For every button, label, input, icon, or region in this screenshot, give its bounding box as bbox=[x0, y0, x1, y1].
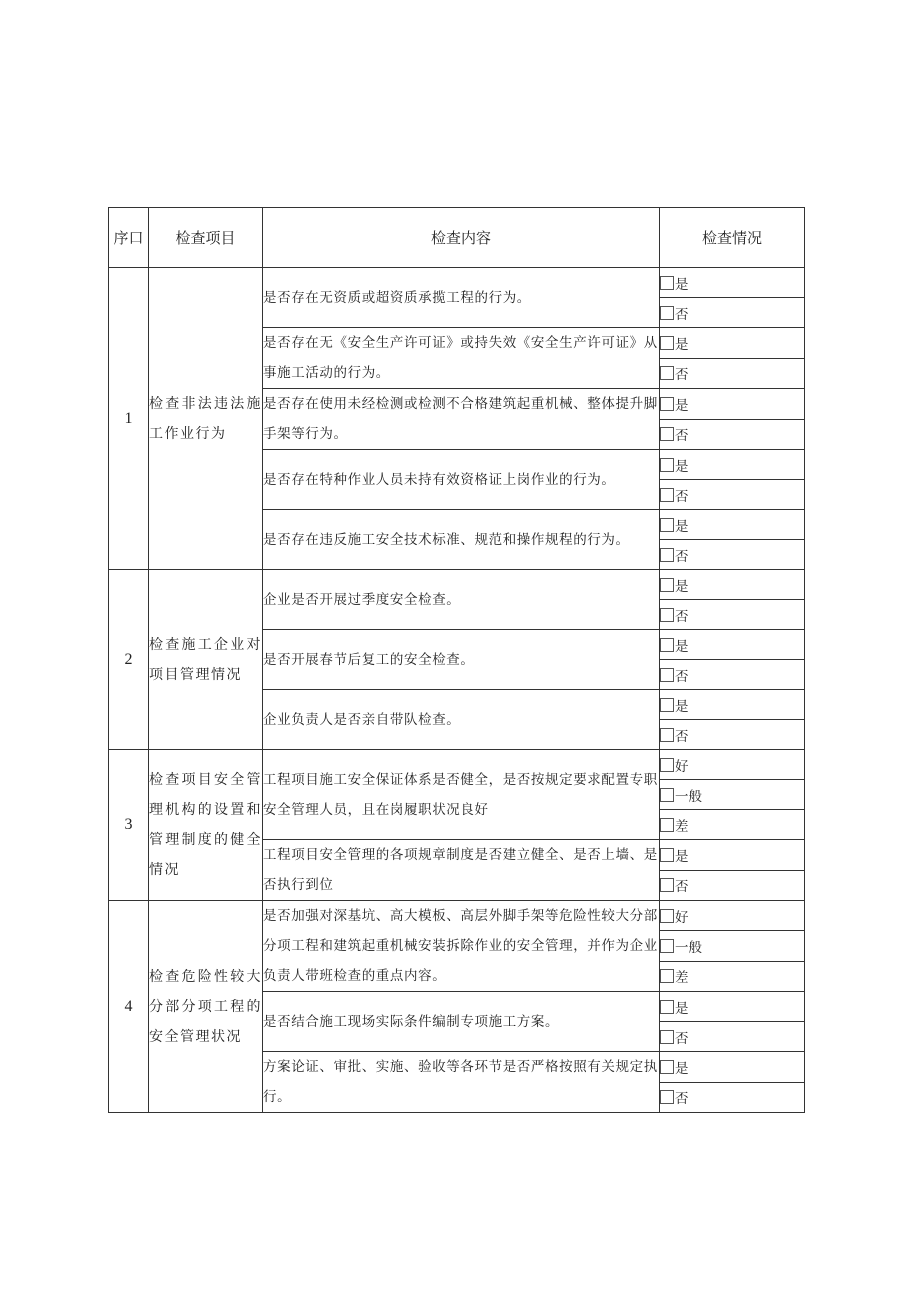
option-label: 是 bbox=[675, 336, 689, 353]
option-label: 是 bbox=[675, 698, 689, 715]
check-content: 是否存在特种作业人员未持有效资格证上岗作业的行为。 bbox=[263, 450, 660, 510]
header-item: 检查项目 bbox=[149, 208, 263, 268]
check-option[interactable] bbox=[660, 840, 805, 871]
checkbox-icon[interactable] bbox=[660, 488, 674, 502]
section-item: 检查项目安全管理机构的设置和管理制度的健全情况 bbox=[149, 750, 263, 901]
check-option[interactable] bbox=[660, 540, 805, 570]
check-option[interactable] bbox=[660, 358, 805, 389]
option-label: 是 bbox=[675, 397, 689, 414]
check-option[interactable] bbox=[660, 1022, 805, 1052]
check-option[interactable] bbox=[660, 660, 805, 690]
option-label: 否 bbox=[675, 879, 689, 896]
checkbox-icon[interactable] bbox=[660, 578, 674, 592]
check-content: 是否存在无资质或超资质承揽工程的行为。 bbox=[263, 268, 660, 328]
check-option[interactable] bbox=[660, 931, 805, 961]
checkbox-icon[interactable] bbox=[660, 638, 674, 652]
table-row bbox=[109, 901, 805, 931]
check-content: 是否存在违反施工安全技术标准、规范和操作规程的行为。 bbox=[263, 510, 660, 570]
header-seq: 序口 bbox=[109, 208, 149, 268]
option-label: 好 bbox=[675, 758, 689, 775]
check-option[interactable] bbox=[660, 450, 805, 480]
option-label: 是 bbox=[675, 518, 689, 535]
check-option[interactable] bbox=[660, 268, 805, 298]
checkbox-icon[interactable] bbox=[660, 969, 674, 983]
check-option[interactable] bbox=[660, 389, 805, 420]
checkbox-icon[interactable] bbox=[660, 366, 674, 380]
check-content: 是否加强对深基坑、高大模板、高层外脚手架等危险性较大分部分项工程和建筑起重机械安装拆除作业的安全管理，并作为企业负责人带班检查的重点内容。 bbox=[263, 901, 660, 992]
checkbox-icon[interactable] bbox=[660, 548, 674, 562]
checkbox-icon[interactable] bbox=[660, 276, 674, 290]
table-row bbox=[109, 570, 805, 600]
check-content: 是否存在无《安全生产许可证》或持失效《安全生产许可证》从事施工活动的行为。 bbox=[263, 328, 660, 389]
check-option[interactable] bbox=[660, 630, 805, 660]
check-content: 工程项目安全管理的各项规章制度是否建立健全、是否上墙、是否执行到位 bbox=[263, 840, 660, 901]
check-content: 工程项目施工安全保证体系是否健全，是否按规定要求配置专职安全管理人员，且在岗履职状况良好 bbox=[263, 750, 660, 840]
checkbox-icon[interactable] bbox=[660, 939, 674, 953]
check-option[interactable] bbox=[660, 690, 805, 720]
checkbox-icon[interactable] bbox=[660, 397, 674, 411]
check-option[interactable] bbox=[660, 750, 805, 780]
option-label: 否 bbox=[675, 668, 689, 685]
checkbox-icon[interactable] bbox=[660, 848, 674, 862]
section-item: 检查危险性较大分部分项工程的安全管理状况 bbox=[149, 901, 263, 1113]
checkbox-icon[interactable] bbox=[660, 1000, 674, 1014]
checkbox-icon[interactable] bbox=[660, 728, 674, 742]
inspection-table bbox=[108, 207, 805, 1113]
option-label: 否 bbox=[675, 367, 689, 384]
check-option[interactable] bbox=[660, 780, 805, 810]
checkbox-icon[interactable] bbox=[660, 336, 674, 350]
option-label: 好 bbox=[675, 909, 689, 926]
section-number: 3 bbox=[109, 750, 149, 901]
option-label: 否 bbox=[675, 1091, 689, 1108]
inspection-table-body bbox=[109, 208, 805, 1113]
check-option[interactable] bbox=[660, 961, 805, 991]
checkbox-icon[interactable] bbox=[660, 608, 674, 622]
checkbox-icon[interactable] bbox=[660, 518, 674, 532]
checkbox-icon[interactable] bbox=[660, 909, 674, 923]
option-label: 是 bbox=[675, 458, 689, 475]
option-label: 否 bbox=[675, 428, 689, 445]
header-row bbox=[109, 208, 805, 268]
option-label: 否 bbox=[675, 1030, 689, 1047]
header-content: 检查内容 bbox=[263, 208, 660, 268]
checkbox-icon[interactable] bbox=[660, 1090, 674, 1104]
check-option[interactable] bbox=[660, 1082, 805, 1113]
option-label: 是 bbox=[675, 1060, 689, 1077]
checkbox-icon[interactable] bbox=[660, 306, 674, 320]
check-option[interactable] bbox=[660, 810, 805, 840]
check-option[interactable] bbox=[660, 1052, 805, 1083]
section-number: 4 bbox=[109, 901, 149, 1113]
checkbox-icon[interactable] bbox=[660, 758, 674, 772]
option-label: 是 bbox=[675, 638, 689, 655]
check-content: 方案论证、审批、实施、验收等各环节是否严格按照有关规定执行。 bbox=[263, 1052, 660, 1113]
checkbox-icon[interactable] bbox=[660, 1060, 674, 1074]
checkbox-icon[interactable] bbox=[660, 698, 674, 712]
section-number: 2 bbox=[109, 570, 149, 750]
option-label: 是 bbox=[675, 276, 689, 293]
check-option[interactable] bbox=[660, 870, 805, 901]
option-label: 一般 bbox=[675, 939, 702, 956]
option-label: 否 bbox=[675, 488, 689, 505]
section-number: 1 bbox=[109, 268, 149, 570]
check-content: 企业是否开展过季度安全检查。 bbox=[263, 570, 660, 630]
check-option[interactable] bbox=[660, 510, 805, 540]
check-content: 是否开展春节后复工的安全检查。 bbox=[263, 630, 660, 690]
check-option[interactable] bbox=[660, 600, 805, 630]
check-content: 是否结合施工现场实际条件编制专项施工方案。 bbox=[263, 992, 660, 1052]
table-row bbox=[109, 268, 805, 298]
checkbox-icon[interactable] bbox=[660, 788, 674, 802]
option-label: 差 bbox=[675, 818, 689, 835]
check-option[interactable] bbox=[660, 901, 805, 931]
table-row bbox=[109, 750, 805, 780]
check-option[interactable] bbox=[660, 570, 805, 600]
check-content: 是否存在使用未经检测或检测不合格建筑起重机械、整体提升脚手架等行为。 bbox=[263, 389, 660, 450]
checkbox-icon[interactable] bbox=[660, 878, 674, 892]
check-option[interactable] bbox=[660, 419, 805, 450]
option-label: 一般 bbox=[675, 788, 702, 805]
option-label: 是 bbox=[675, 848, 689, 865]
checkbox-icon[interactable] bbox=[660, 818, 674, 832]
option-label: 否 bbox=[675, 728, 689, 745]
check-option[interactable] bbox=[660, 720, 805, 750]
option-label: 否 bbox=[675, 306, 689, 323]
checkbox-icon[interactable] bbox=[660, 668, 674, 682]
check-option[interactable] bbox=[660, 992, 805, 1022]
option-label: 否 bbox=[675, 548, 689, 565]
check-option[interactable] bbox=[660, 328, 805, 359]
header-status: 检查情况 bbox=[660, 208, 805, 268]
checkbox-icon[interactable] bbox=[660, 1030, 674, 1044]
check-option[interactable] bbox=[660, 480, 805, 510]
checkbox-icon[interactable] bbox=[660, 458, 674, 472]
option-label: 差 bbox=[675, 970, 689, 987]
check-option[interactable] bbox=[660, 298, 805, 328]
checkbox-icon[interactable] bbox=[660, 427, 674, 441]
option-label: 否 bbox=[675, 608, 689, 625]
option-label: 是 bbox=[675, 1000, 689, 1017]
section-item: 检查施工企业对项目管理情况 bbox=[149, 570, 263, 750]
check-content: 企业负责人是否亲自带队检查。 bbox=[263, 690, 660, 750]
section-item: 检查非法违法施工作业行为 bbox=[149, 268, 263, 570]
option-label: 是 bbox=[675, 578, 689, 595]
